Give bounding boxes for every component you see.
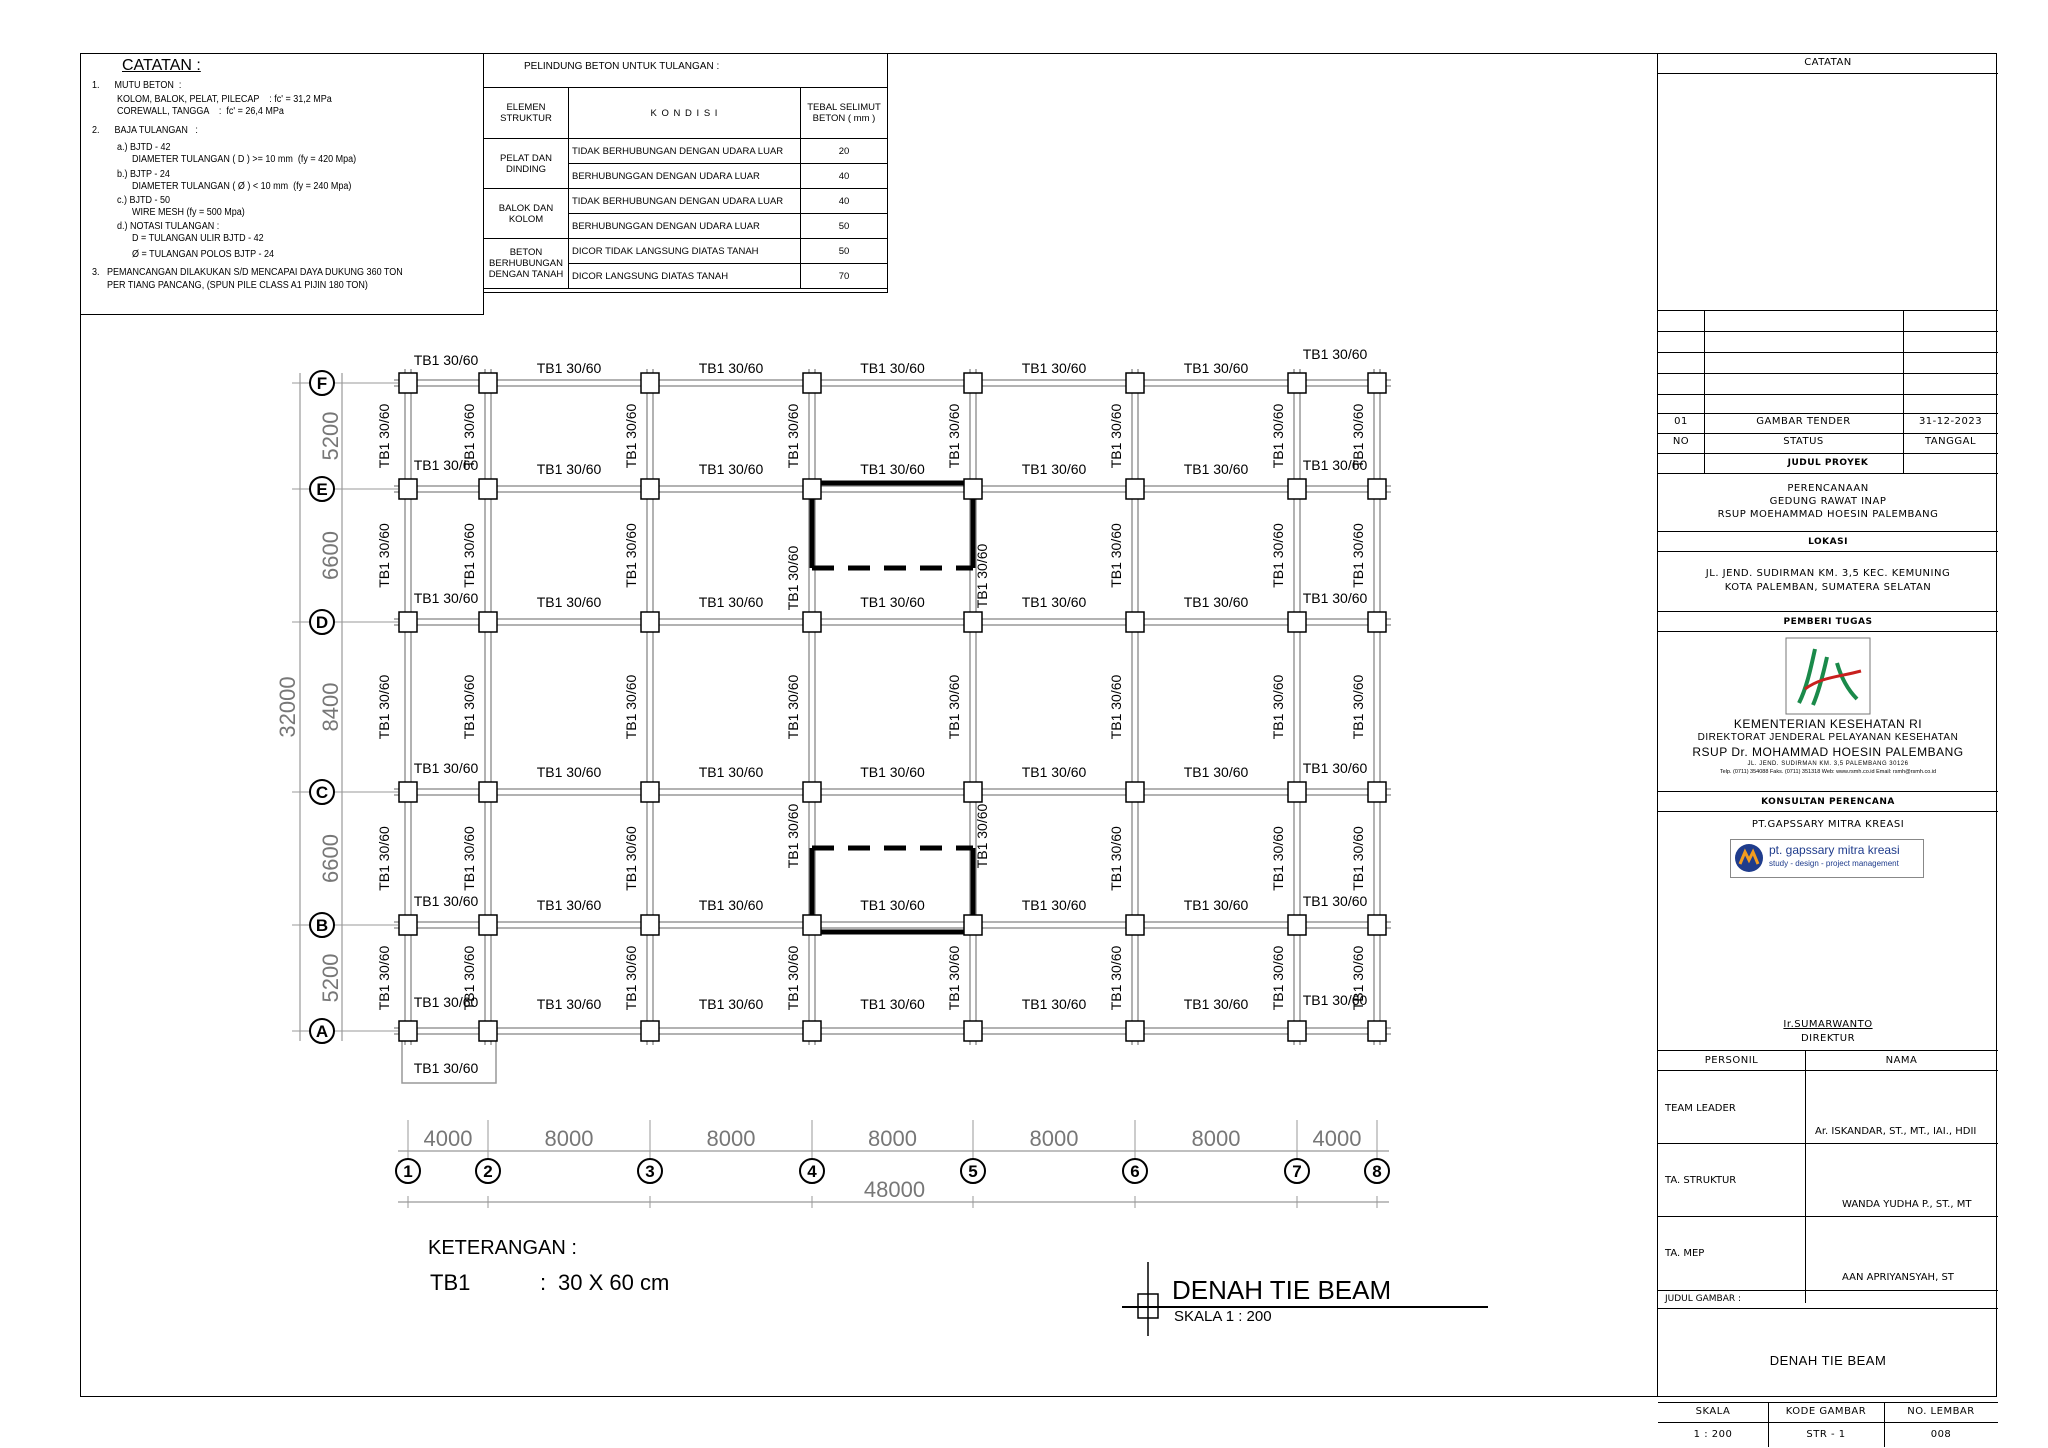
note-line: WIRE MESH (fy = 500 Mpa) [92,207,245,218]
beam-label: TB1 30/60 [860,996,925,1012]
dimension-text: 4000 [423,1126,473,1151]
beam-label: TB1 30/60 [413,994,479,1010]
beam-label: TB1 30/60 [376,674,392,740]
cover-condition: TIDAK BERHUBUNGAN DENGAN UDARA LUAR [569,189,801,214]
column-pile-cap [1288,612,1306,632]
note-line: COREWALL, TANGGA : fc' = 26,4 MPa [92,106,284,117]
beam-label: TB1 30/60 [1021,594,1087,610]
column-pile-cap [1368,373,1386,393]
beam-label: TB1 30/60 [860,461,925,477]
beam-label: TB1 30/60 [461,674,477,740]
konsultan-name: PT.GAPSSARY MITRA KREASI [1751,819,1905,830]
beam-label: TB1 30/60 [698,461,764,477]
beam-label: TB1 30/60 [1270,403,1286,469]
note-line: b.) BJTP - 24 [92,169,170,180]
lokasi-header: LOKASI [1808,537,1848,547]
beam-label: TB1 30/60 [623,945,639,1011]
beam-label: TB1 30/60 [1350,826,1366,891]
column-pile-cap [641,612,659,632]
column-pile-cap [1126,782,1144,802]
legend-code: TB1 [430,1270,471,1295]
pemberi-line-4: JL. JEND. SUDIRMAN KM. 3,5 PALEMBANG 30126 [1747,761,1909,767]
dimension-text: 6600 [318,834,343,883]
direktur-name: Ir.SUMARWANTO [1783,1019,1873,1030]
note-line: a.) BJTD - 42 [92,142,171,153]
column-pile-cap [1368,612,1386,632]
column-pile-cap [479,782,497,802]
beam-label: TB1 30/60 [1108,945,1124,1011]
note-line: c.) BJTD - 50 [92,195,171,206]
drawing-title: DENAH TIE BEAM [1172,1275,1392,1305]
personil-role: TEAM LEADER [1665,1103,1736,1114]
column-pile-cap [399,782,417,802]
column-pile-cap [1368,915,1386,935]
grid-label-row: A [315,1022,329,1041]
beam-label: TB1 30/60 [1302,992,1368,1008]
cover-condition: BERHUBUNGGAN DENGAN UDARA LUAR [569,214,801,239]
note-line: DIAMETER TULANGAN ( D ) >= 10 mm (fy = 420 Mpa) [92,154,357,165]
header-kode: KODE GAMBAR [1785,1406,1867,1417]
legend-title: KETERANGAN : [428,1237,577,1259]
header-lembar: NO. LEMBAR [1907,1406,1975,1417]
dimension-text: 4000 [1312,1126,1362,1151]
title-block [1657,53,1997,1440]
beam-label: TB1 30/60 [413,352,479,368]
beam-label: TB1 30/60 [698,897,764,913]
beam-label: TB1 30/60 [461,523,477,588]
column-pile-cap [803,373,821,393]
beam-label: TB1 30/60 [376,826,392,891]
beam-label: TB1 30/60 [785,945,801,1011]
column-pile-cap [964,782,982,802]
note-line: d.) NOTASI TULANGAN : [92,221,220,232]
beam-label: TB1 30/60 [946,945,962,1011]
personil-role: TA. STRUKTUR [1665,1175,1737,1186]
cover-condition: DICOR LANGSUNG DIATAS TANAH [569,264,801,289]
beam-label: TB1 30/60 [376,523,392,588]
beam-label: TB1 30/60 [974,543,990,609]
title-marker [1118,1262,1490,1338]
beam-label: TB1 30/60 [1183,594,1249,610]
header-kondisi: K O N D I S I [569,88,801,139]
grid-label-col: 5 [968,1162,978,1181]
beam-label: TB1 30/60 [536,461,602,477]
rev-date: 31-12-2023 [1918,416,1983,427]
grid-label-col: 3 [645,1162,655,1181]
skala-value: 1 : 200 [1693,1429,1733,1440]
direktur-title: DIREKTUR [1800,1033,1856,1044]
column-pile-cap [1368,479,1386,499]
opening-outline [812,483,973,568]
dimension-text: 8000 [544,1126,594,1151]
column-pile-cap [641,915,659,935]
column-pile-cap [479,373,497,393]
beam-label: TB1 30/60 [413,893,479,909]
gapssary-text: pt. gapssary mitra kreasi [1769,843,1900,857]
beam-label: TB1 30/60 [1021,360,1087,376]
judul-gambar-header: JUDUL GAMBAR : [1665,1294,1742,1304]
beam-label: TB1 30/60 [785,403,801,469]
pemberi-line-5: Telp. (0711) 354088 Faks. (0711) 351318 Web: www.rsmh.co.id Email: rsmh@rsmh.co.id [1719,769,1937,775]
column-pile-cap [803,1021,821,1041]
beam-label: TB1 30/60 [1270,945,1286,1011]
grid-label-row: E [316,480,328,499]
group-name: PELAT DAN DINDING [484,139,569,189]
column-pile-cap [399,612,417,632]
header-elemen: ELEMEN STRUKTUR [484,88,569,139]
cover-thickness: 50 [801,239,888,264]
header-skala: SKALA [1695,1406,1731,1417]
column-pile-cap [479,915,497,935]
dimension-text: 8000 [1029,1126,1079,1151]
header-tanggal: TANGGAL [1924,436,1977,447]
grid-label-col: 7 [1292,1162,1302,1181]
beam-label: TB1 30/60 [1350,523,1366,588]
beam-label: TB1 30/60 [1108,674,1124,740]
column-pile-cap [399,373,417,393]
beam-label: TB1 30/60 [413,457,479,473]
judul-gambar: DENAH TIE BEAM [1769,1353,1887,1368]
column-pile-cap [1368,1021,1386,1041]
beam-label: TB1 30/60 [698,996,764,1012]
column-pile-cap [1368,782,1386,802]
beam-label: TB1 30/60 [785,803,801,869]
header-tebal: TEBAL SELIMUT BETON ( mm ) [801,88,888,139]
beam-label: TB1 30/60 [860,897,925,913]
column-pile-cap [1126,373,1144,393]
beam-label: TB1 30/60 [1350,945,1366,1011]
group-name: BALOK DAN KOLOM [484,189,569,239]
note-line: Ø = TULANGAN POLOS BJTP - 24 [92,249,274,260]
column-pile-cap [803,479,821,499]
beam-label: TB1 30/60 [376,403,392,469]
column-pile-cap [1288,479,1306,499]
beam-label: TB1 30/60 [860,764,925,780]
pemberi-line-3: RSUP Dr. MOHAMMAD HOESIN PALEMBANG [1692,745,1964,759]
beam-label: TB1 30/60 [974,803,990,869]
rev-status: GAMBAR TENDER [1756,416,1851,427]
beam-label: TB1 30/60 [1183,461,1249,477]
beam-label: TB1 30/60 [1108,523,1124,588]
beam-label: TB1 30/60 [1270,674,1286,740]
cover-thickness: 50 [801,214,888,239]
beam-label: TB1 30/60 [698,360,764,376]
gapssary-tagline: study - design - project management [1769,859,1899,868]
beam-label: TB1 30/60 [860,360,925,376]
beam-label: TB1 30/60 [1302,457,1368,473]
cover-condition: DICOR TIDAK LANGSUNG DIATAS TANAH [569,239,801,264]
column-pile-cap [479,1021,497,1041]
beam-label: TB1 30/60 [1021,996,1087,1012]
column-pile-cap [641,479,659,499]
dimension-text: 8400 [318,682,343,732]
lembar-value: 008 [1930,1429,1952,1440]
grid-label-col: 4 [807,1162,817,1181]
beam-label: TB1 30/60 [1270,523,1286,588]
beam-label: TB1 30/60 [698,764,764,780]
beam-label: TB1 30/60 [623,403,639,469]
personil-role: TA. MEP [1665,1248,1705,1259]
beam-label: TB1 30/60 [461,945,477,1011]
cover-thickness: 20 [801,139,888,164]
cover-thickness: 40 [801,189,888,214]
group-name: BETON BERHUBUNGAN DENGAN TANAH [484,239,569,289]
column-pile-cap [964,612,982,632]
proyek-line-1: PERENCANAAN [1787,483,1869,494]
note-line: PER TIANG PANCANG, (SPUN PILE CLASS A1 PIJIN 180 TON) [92,280,368,291]
pemberi-line-2: DIREKTORAT JENDERAL PELAYANAN KESEHATAN [1697,732,1959,743]
beam-label: TB1 30/60 [413,590,479,606]
notes-title: CATATAN : [122,57,201,74]
lokasi-line-1: JL. JEND. SUDIRMAN KM. 3,5 KEC. KEMUNING [1705,568,1951,579]
column-pile-cap [1126,612,1144,632]
cover-condition: BERHUBUNGGAN DENGAN UDARA LUAR [569,164,801,189]
cover-thickness: 40 [801,164,888,189]
beam-label: TB1 30/60 [1021,897,1087,913]
note-line: 1. MUTU BETON : [92,80,182,91]
grid-label-row: F [316,374,328,393]
column-pile-cap [1126,1021,1144,1041]
column-pile-cap [1288,373,1306,393]
note-line: DIAMETER TULANGAN ( Ø ) < 10 mm (fy = 240 Mpa) [92,181,352,192]
lokasi-line-2: KOTA PALEMBAN, SUMATERA SELATAN [1724,582,1932,593]
personil-name: Ar. ISKANDAR, ST., MT., IAI., HDII [1815,1126,1977,1137]
header-nama: NAMA [1885,1055,1918,1066]
dimension-text: 8000 [868,1126,917,1151]
beam-label: TB1 30/60 [623,674,639,740]
pemberi-line-1: KEMENTERIAN KESEHATAN RI [1733,717,1923,731]
column-pile-cap [1126,915,1144,935]
column-pile-cap [399,915,417,935]
beam-label: TB1 30/60 [1302,760,1368,776]
legend-separator: : [540,1270,547,1295]
column-pile-cap [803,782,821,802]
grid-label-row: B [315,916,329,935]
beam-label: TB1 30/60 [376,945,392,1011]
cover-caption: PELINDUNG BETON UNTUK TULANGAN : [524,61,720,72]
note-line: KOLOM, BALOK, PELAT, PILECAP : fc' = 31,2 MPa [92,94,332,105]
catatan-header: CATATAN [1804,57,1852,68]
grid-label-col: 8 [1372,1162,1382,1181]
column-pile-cap [479,612,497,632]
beam-label: TB1 30/60 [536,764,602,780]
column-pile-cap [641,373,659,393]
dimension-text: 8000 [1191,1126,1241,1151]
gapssary-mark-icon [1733,842,1765,874]
beam-label: TB1 30/60 [785,674,801,740]
dimension-text-total: 48000 [863,1177,926,1202]
note-line: 2. BAJA TULANGAN : [92,125,198,136]
column-pile-cap [1288,782,1306,802]
beam-label: TB1 30/60 [1302,893,1368,909]
proyek-line-2: GEDUNG RAWAT INAP [1769,496,1887,507]
beam-label: TB1 30/60 [1270,826,1286,891]
dimension-text: 6600 [318,531,343,580]
beam-label: TB1 30/60 [536,996,602,1012]
beam-label: TB1 30/60 [946,674,962,740]
beam-label: TB1 30/60 [1183,360,1249,376]
kode-value: STR - 1 [1806,1429,1846,1440]
column-pile-cap [964,479,982,499]
opening-outline [812,848,973,932]
legend-description: 30 X 60 cm [558,1270,670,1295]
beam-label: TB1 30/60 [1302,590,1368,606]
dimension-text-total: 32000 [275,676,300,738]
beam-label: TB1 30/60 [536,897,602,913]
note-line: D = TULANGAN ULIR BJTD - 42 [92,233,264,244]
beam-label: TB1 30/60 [1021,764,1087,780]
beam-label: TB1 30/60 [1350,403,1366,469]
judul-proyek-header: JUDUL PROYEK [1787,458,1869,468]
beam-label: TB1 30/60 [946,403,962,469]
beam-label: TB1 30/60 [1108,403,1124,469]
beam-label: TB1 30/60 [413,760,479,776]
cover-thickness: 70 [801,264,888,289]
beam-label: TB1 30/60 [1183,764,1249,780]
beam-label: TB1 30/60 [536,360,602,376]
cover-condition: TIDAK BERHUBUNGAN DENGAN UDARA LUAR [569,139,801,164]
drawing-scale: SKALA 1 : 200 [1174,1308,1272,1325]
beam-label: TB1 30/60 [461,403,477,469]
pemberi-header: PEMBERI TUGAS [1783,617,1873,627]
dimension-text: 8000 [706,1126,756,1151]
konsultan-header: KONSULTAN PERENCANA [1761,797,1895,807]
beam-label: TB1 30/60 [1183,897,1249,913]
grid-label-row: C [315,783,329,802]
beam-label: TB1 30/60 [623,826,639,891]
grid-label-col: 2 [483,1162,493,1181]
note-line: 3. PEMANCANGAN DILAKUKAN S/D MENCAPAI DAYA DUKUNG 360 TON [92,267,403,278]
beam-label: TB1 30/60 [461,826,477,891]
column-pile-cap [803,915,821,935]
beam-label: TB1 30/60 [698,594,764,610]
column-pile-cap [803,612,821,632]
rev-no: 01 [1674,416,1688,427]
column-pile-cap [964,373,982,393]
grid-label-row: D [315,613,329,632]
beam-label: TB1 30/60 [1108,826,1124,891]
personil-name: WANDA YUDHA P., ST., MT [1842,1199,1972,1210]
grid-label-col: 6 [1130,1162,1140,1181]
beam-label: TB1 30/60 [536,594,602,610]
personil-name: AAN APRIYANSYAH, ST [1842,1272,1954,1283]
header-no: NO [1672,436,1690,447]
beam-label: TB1 30/60 [1183,996,1249,1012]
column-pile-cap [964,915,982,935]
beam-label: TB1 30/60 [860,594,925,610]
beam-label: TB1 30/60 [1302,346,1368,362]
dimension-text: 5200 [318,411,343,461]
column-pile-cap [1288,915,1306,935]
beam-label: TB1 30/60 [623,523,639,588]
beam-label: TB1 30/60 [1350,674,1366,740]
column-pile-cap [479,479,497,499]
column-pile-cap [1288,1021,1306,1041]
column-pile-cap [641,1021,659,1041]
column-pile-cap [1126,479,1144,499]
dimension-text: 5200 [318,953,343,1003]
kemenkes-logo [1785,637,1871,715]
column-pile-cap [399,479,417,499]
proyek-line-3: RSUP MOEHAMMAD HOESIN PALEMBANG [1717,509,1939,520]
header-status: STATUS [1783,436,1824,447]
beam-label: TB1 30/60 [413,1060,479,1076]
header-personil: PERSONIL [1704,1055,1759,1066]
column-pile-cap [399,1021,417,1041]
grid-label-col: 1 [403,1162,413,1181]
column-pile-cap [641,782,659,802]
beam-label: TB1 30/60 [785,545,801,611]
gapssary-logo [1730,839,1924,878]
beam-label: TB1 30/60 [1021,461,1087,477]
column-pile-cap [964,1021,982,1041]
